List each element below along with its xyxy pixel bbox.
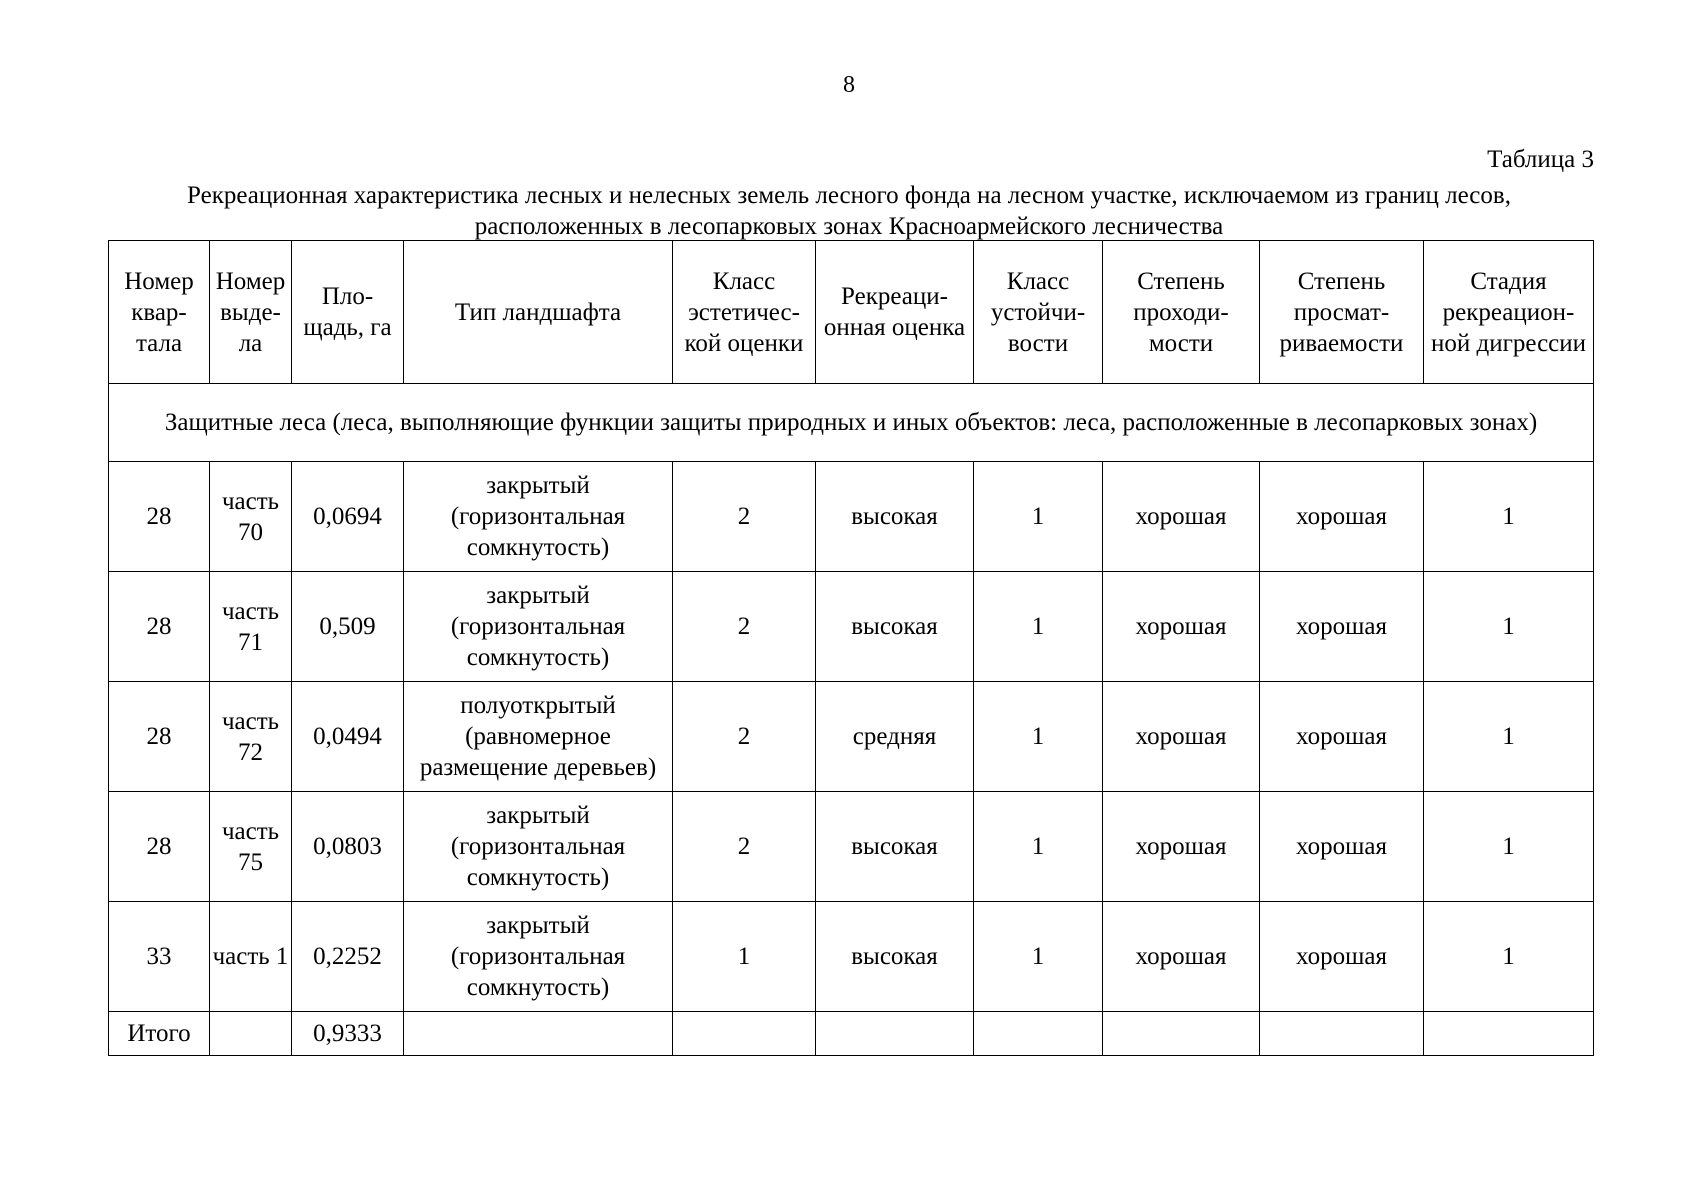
table-cell: 28	[109, 572, 210, 682]
table-cell: 1	[974, 902, 1103, 1012]
table-cell: 1	[1424, 902, 1594, 1012]
header-cell: Класс эстетичес-кой оценки	[673, 241, 816, 384]
table-cell: закрытый (горизонтальная сомкнутость)	[404, 462, 673, 572]
table-cell: закрытый (горизонтальная сомкнутость)	[404, 572, 673, 682]
table-cell: 1	[974, 792, 1103, 902]
header-row	[109, 241, 1594, 384]
table-row	[109, 792, 1594, 902]
section-title: Защитные леса (леса, выполняющие функции защиты природных и иных объектов: леса, расположенные в лесопарковых зонах)	[109, 384, 1594, 462]
header-cell: Рекреаци-онная оценка	[816, 241, 974, 384]
recreation-table	[108, 240, 1594, 1056]
table-body	[109, 241, 1594, 1056]
header-cell: Номер квар-тала	[109, 241, 210, 384]
header-cell: Стадия рекреацион-ной дигрессии	[1424, 241, 1594, 384]
table-cell: 2	[673, 462, 816, 572]
table-cell: 28	[109, 792, 210, 902]
table-cell: часть 75	[210, 792, 292, 902]
table-cell	[210, 1012, 292, 1056]
table-cell	[1260, 1012, 1424, 1056]
table-cell: 2	[673, 682, 816, 792]
table-cell: 1	[673, 902, 816, 1012]
table-label: Таблица 3	[1487, 146, 1594, 173]
table-cell: 0,0694	[292, 462, 404, 572]
total-area: 0,9333	[292, 1012, 404, 1056]
table-cell: 1	[1424, 572, 1594, 682]
table-cell	[1103, 1012, 1260, 1056]
table-cell: 28	[109, 682, 210, 792]
table-cell: хорошая	[1260, 682, 1424, 792]
table-cell	[974, 1012, 1103, 1056]
table-cell: хорошая	[1260, 792, 1424, 902]
table-cell: хорошая	[1103, 682, 1260, 792]
table-cell: хорошая	[1103, 792, 1260, 902]
page-number: 8	[843, 72, 855, 98]
table-cell: хорошая	[1103, 462, 1260, 572]
total-label: Итого	[109, 1012, 210, 1056]
header-cell: Класс устойчи-вости	[974, 241, 1103, 384]
table-cell	[673, 1012, 816, 1056]
table-cell: хорошая	[1260, 572, 1424, 682]
table-cell: средняя	[816, 682, 974, 792]
table-cell: хорошая	[1103, 902, 1260, 1012]
table-cell: 2	[673, 572, 816, 682]
table-cell: 1	[1424, 682, 1594, 792]
table-cell: 1	[1424, 462, 1594, 572]
table-cell: 1	[974, 682, 1103, 792]
table-cell: высокая	[816, 462, 974, 572]
table-cell: 33	[109, 902, 210, 1012]
table-cell: полуоткрытый (равномерное размещение деревьев)	[404, 682, 673, 792]
header-cell: Степень проходи-мости	[1103, 241, 1260, 384]
table-cell: часть 71	[210, 572, 292, 682]
header-cell: Номер выде-ла	[210, 241, 292, 384]
table-cell: часть 70	[210, 462, 292, 572]
section-row	[109, 384, 1594, 462]
table-cell: высокая	[816, 792, 974, 902]
table-cell: высокая	[816, 902, 974, 1012]
table-cell: часть 72	[210, 682, 292, 792]
table-cell: 1	[974, 462, 1103, 572]
table-cell: 1	[974, 572, 1103, 682]
table-cell: высокая	[816, 572, 974, 682]
table-cell: 0,0494	[292, 682, 404, 792]
table-row	[109, 902, 1594, 1012]
table-cell: 28	[109, 462, 210, 572]
table-cell: закрытый (горизонтальная сомкнутость)	[404, 792, 673, 902]
table-cell	[816, 1012, 974, 1056]
table-cell: закрытый (горизонтальная сомкнутость)	[404, 902, 673, 1012]
table-cell: 0,0803	[292, 792, 404, 902]
table-cell: 2	[673, 792, 816, 902]
header-cell: Степень просмат-риваемости	[1260, 241, 1424, 384]
table-cell	[404, 1012, 673, 1056]
table-cell: 1	[1424, 792, 1594, 902]
header-cell: Пло-щадь, га	[292, 241, 404, 384]
table-cell: хорошая	[1103, 572, 1260, 682]
table-cell: хорошая	[1260, 902, 1424, 1012]
total-row	[109, 1012, 1594, 1056]
table-cell: 0,509	[292, 572, 404, 682]
table-row	[109, 462, 1594, 572]
table-row	[109, 682, 1594, 792]
table-row	[109, 572, 1594, 682]
table-cell: 0,2252	[292, 902, 404, 1012]
table-caption: Рекреационная характеристика лесных и нелесных земель лесного фонда на лесном участке, исключаемом из границ лесов, расположенных в лесопарковых зонах Красноармейского лесничества	[187, 182, 1511, 240]
header-cell: Тип ландшафта	[404, 241, 673, 384]
table-cell: хорошая	[1260, 462, 1424, 572]
table-cell: часть 1	[210, 902, 292, 1012]
table-cell	[1424, 1012, 1594, 1056]
